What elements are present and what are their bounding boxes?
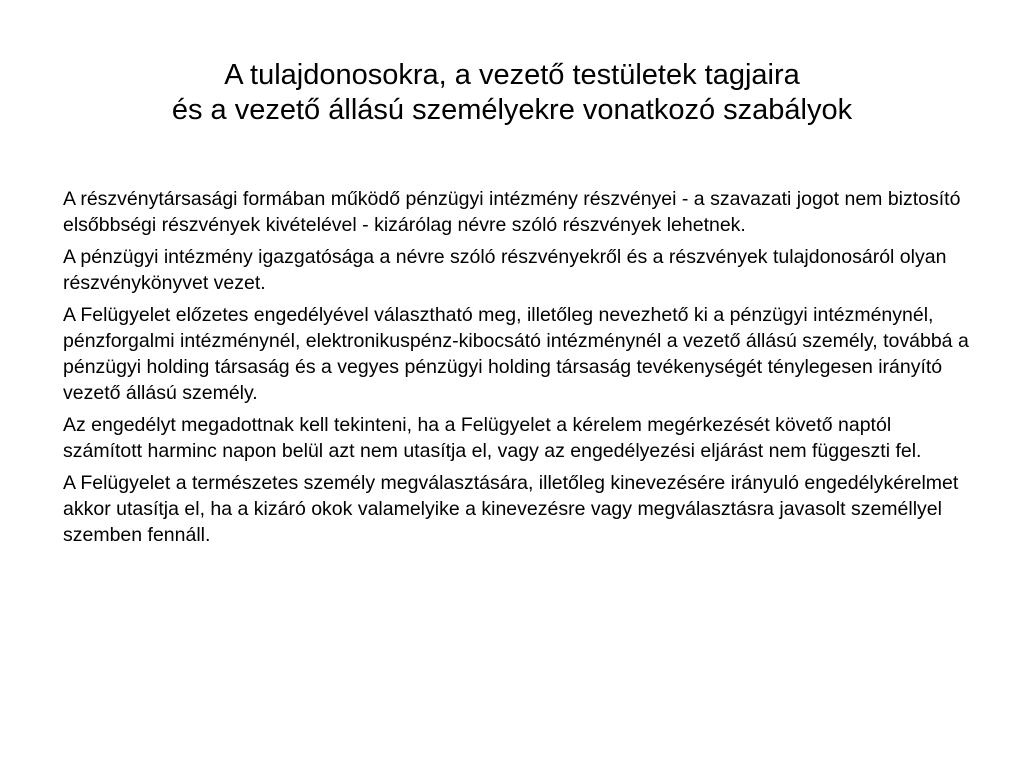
slide-title (40, 58, 984, 128)
body-paragraph-5: A Felügyelet a természetes személy megválasztására, illetőleg kinevezésére irányuló engedélykérelmet akkor utasítja el, ha a kizáró okok valamelyike a kinevezésre vagy megválasztásra javasolt személlyel szemben fennáll. (63, 472, 959, 546)
slide-title-line-2: és a vezető állású személyekre vonatkozó szabályok (171, 94, 853, 126)
body-paragraph-4: Az engedélyt megadottnak kell tekinteni, ha a Felügyelet a kérelem megérkezését követő naptól számított harminc napon belül azt nem utasítja el, vagy az engedélyezési eljárást nem függeszti fel. (63, 414, 922, 462)
slide-body (63, 186, 973, 554)
body-paragraph-3: A Felügyelet előzetes engedélyével választható meg, illetőleg nevezhető ki a pénzügyi intézménynél, pénzforgalmi intézménynél, elektronikuspénz-kibocsátó intézménynél a vezető állású személy, továbbá a pénzügyi holding társaság és a vegyes pénzügyi holding társaság tevékenységét ténylegesen irányító vezető állású személy. (63, 304, 969, 404)
body-paragraph-2: A pénzügyi intézmény igazgatósága a névre szóló részvényekről és a részvények tulajdonosáról olyan részvénykönyvet vezet. (63, 246, 947, 294)
body-paragraph-1: A részvénytársasági formában működő pénzügyi intézmény részvényei - a szavazati jogot nem biztosító elsőbbségi részvények kivételével - kizárólag névre szóló részvények lehetnek. (63, 188, 961, 236)
slide-title-line-1: A tulajdonosokra, a vezető testületek tagjaira (224, 59, 800, 91)
